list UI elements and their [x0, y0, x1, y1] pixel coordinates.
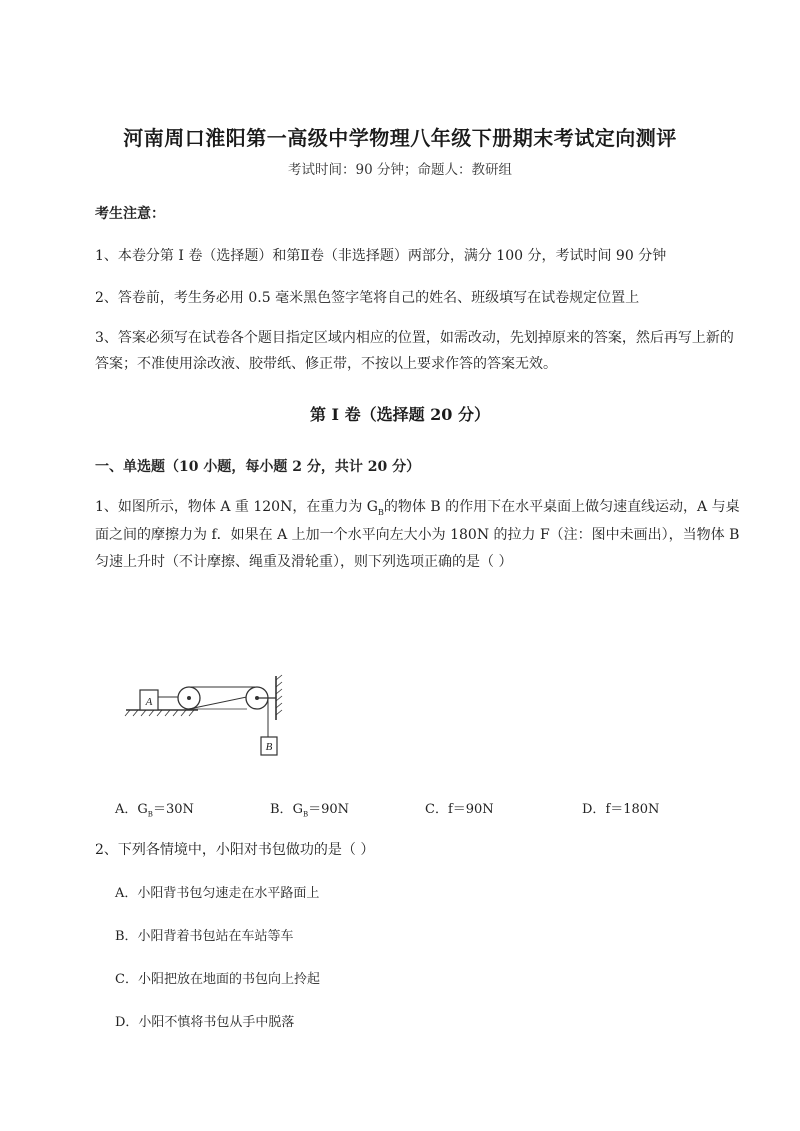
- q1-option-d[interactable]: [582, 798, 659, 817]
- part-heading: 一、单选题（10 小题，每小题 2 分，共计 20 分）: [95, 459, 421, 475]
- q1-option-b-value: ＝90N: [308, 802, 350, 817]
- pulley-diagram: [120, 672, 290, 764]
- q1-option-a-letter: A．: [115, 802, 138, 817]
- wall-hatching: [276, 675, 282, 715]
- table-hatching: [125, 710, 194, 716]
- q2-option-c[interactable]: C．小阳把放在地面的书包向上拎起: [115, 972, 320, 987]
- block-b-label: B: [265, 741, 273, 753]
- movable-pulley-axle: [187, 696, 191, 700]
- notice-item-3: 3、答案必须写在试卷各个题目指定区域内相应的位置，如需改动，先划掉原来的答案，然后再写上新的答案；不准使用涂改液、胶带纸、修正带，不按以上要求作答的答案无效。: [95, 330, 734, 372]
- exam-title: 河南周口淮阳第一高级中学物理八年级下册期末考试定向测评: [123, 126, 677, 150]
- notice-item-2: 2、答卷前，考生务必用 0.5 毫米黑色签字笔将自己的姓名、班级填写在试卷规定位置上: [95, 290, 640, 306]
- q2-option-d[interactable]: D．小阳不慎将书包从手中脱落: [115, 1015, 295, 1030]
- q1-option-b-text: G: [292, 802, 303, 817]
- question-1-line-1: [95, 496, 740, 517]
- question-1-line-3: 匀速上升时（不计摩擦、绳重及滑轮重），则下列选项正确的是（ ）: [95, 554, 513, 570]
- question-1-subscript: B: [377, 507, 384, 517]
- q1-option-a-text: G: [137, 802, 148, 817]
- q1-option-d-letter: D．: [582, 802, 606, 817]
- notice-heading: 考生注意：: [95, 206, 165, 222]
- q1-option-b[interactable]: [270, 798, 349, 819]
- q1-option-c-letter: C．: [425, 802, 448, 817]
- q1-option-a-sub: B: [147, 810, 153, 819]
- q1-option-d-text: f＝180N: [605, 802, 660, 817]
- exam-subtitle: 考试时间：90 分钟；命题人：教研组: [288, 162, 512, 178]
- question-1-stem-b: 的物体 B 的作用下在水平桌面上做匀速直线运动，A 与桌: [383, 499, 740, 515]
- q1-option-c-text: f＝90N: [447, 802, 494, 817]
- question-2-stem: 2、下列各情境中，小阳对书包做功的是（ ）: [95, 842, 375, 858]
- section-title: 第 I 卷（选择题 20 分）: [309, 405, 491, 424]
- q1-option-a[interactable]: [115, 798, 194, 819]
- q2-option-a[interactable]: A．小阳背书包匀速走在水平路面上: [115, 886, 320, 901]
- q1-option-c[interactable]: [425, 798, 494, 817]
- q1-option-b-sub: B: [302, 810, 309, 819]
- question-1-stem-a: 1、如图所示，物体 A 重 120N，在重力为 G: [95, 499, 378, 515]
- q1-option-a-value: ＝30N: [152, 802, 194, 817]
- block-a-label: A: [145, 696, 153, 708]
- question-1-line-2: 面之间的摩擦力为 f．如果在 A 上加一个水平向左大小为 180N 的拉力 F（注：图中未画出），当物体 B: [95, 527, 740, 543]
- q2-option-b[interactable]: B．小阳背着书包站在车站等车: [115, 929, 294, 944]
- notice-item-1: 1、本卷分第 I 卷（选择题）和第Ⅱ卷（非选择题）两部分，满分 100 分，考试时间 90 分钟: [95, 248, 667, 264]
- q1-option-b-letter: B．: [270, 802, 293, 817]
